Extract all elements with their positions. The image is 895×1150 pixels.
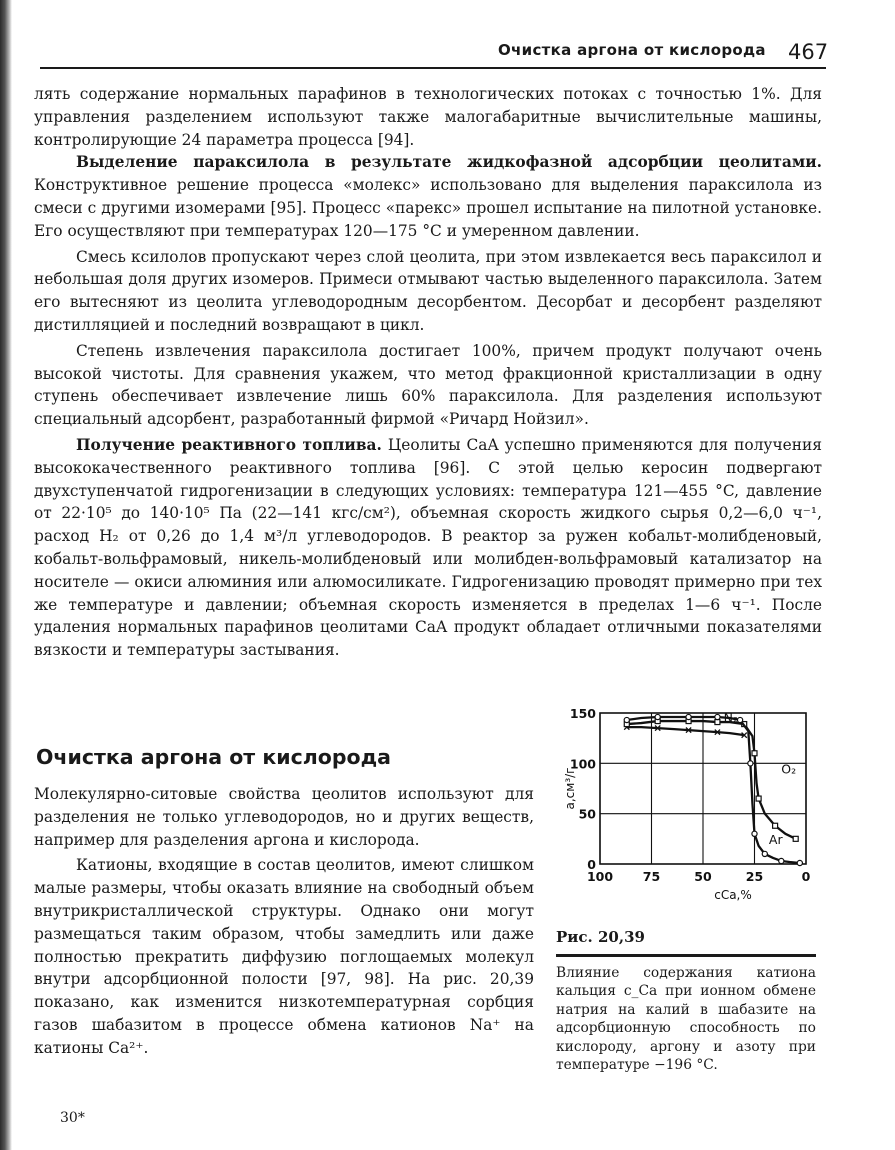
chart-y-tick-label: 0: [587, 857, 596, 872]
chart-x-tick-label: 0: [801, 869, 811, 884]
paragraph: Смесь ксилолов пропускают через слой цеолита, при этом извлекается весь параксилол и небольшая доля других изомеров. Примеси отмывают частью выделенного параксилола. Затем его вытесняют из цеолита углеводородным десорбентом. Десорбат и десорбент разделяют дистилляцией и последний возвращают в цикл.: [34, 247, 822, 334]
chart-x-axis-label: cCa,%: [714, 888, 752, 902]
paragraph: лять содержание нормальных парафинов в технологических потоках с точностью 1%. Для управления разделением используют также малогабаритные вычислительные машины, контролирующие 24 параметра процесса [94].: [34, 85, 822, 149]
paragraph-paraxylene: [34, 151, 822, 242]
chart-point: [686, 714, 691, 719]
chart-series-label: O₂: [781, 761, 797, 777]
chart-point: [779, 858, 784, 863]
page-number: 467: [788, 40, 829, 64]
paragraph: Катионы, входящие в состав цеолитов, имеют слишком малые размеры, чтобы оказать влияние на свободный объем внутрикристаллической структуры. Однако они могут размещаться таким образом, чтобы замедлить или даже полностью прекратить диффузию поглощаемых молекул внутри адсорбционной полости [97, 98]. На рис. 20,39 показано, как изменится низкотемпературная сорбция газов шабазитом в процессе обмена катионов Na⁺ на катионы Ca²⁺.: [34, 856, 534, 1057]
text-column-top: [34, 83, 822, 662]
chart-y-tick-label: 100: [569, 756, 596, 772]
chart-x-tick-label: 100: [586, 869, 614, 884]
chart-point: [752, 751, 757, 756]
chart-point: [655, 714, 660, 719]
chart-y-tick-label: 50: [578, 806, 596, 822]
chart-point: [624, 717, 629, 722]
page-binding-edge: [0, 0, 12, 1150]
chart-series-line: [627, 727, 744, 735]
chart-point: [737, 717, 742, 722]
chart-series-label: N₂: [723, 710, 738, 726]
chart-point: [715, 714, 720, 719]
chart-series-line: [627, 721, 796, 839]
chart-y-axis-label: a,см³/г: [563, 767, 577, 810]
paragraph-text: Цеолиты CaA успешно применяются для получения высококачественного реактивного топлива [96]. С этой целью керосин подвергают двухступенчатой гидрогенизации в следующих условиях: температура 121—455 °C, давление от 22·10⁵ до 140·10⁵ Па (22—141 кгс/см²), объемная скорость жидкого сырья 0,2—6,0 ч⁻¹, расход H₂ от 0,26 до 1,4 м³/л углеводородов. В реактор за ружен кобальт-молибденовый, кобальт-вольфрамовый, никель-молибденовый или молибден-вольфрамовый катализатор на носителе — окиси алюминия или алюмосиликате. Гидрогенизацию проводят примерно при тех же температуре и давлении; объемная скорость изменяется в пределах 1—6 ч⁻¹. После удаления нормальных парафинов цеолитами CaA продукт обладает отличными показателями вязкости и температуры застывания.: [34, 435, 822, 660]
chart-point: [762, 851, 767, 856]
run-in-heading: Выделение параксилола в результате жидкофазной адсорбции цеолитами.: [76, 153, 822, 172]
chart-point: [715, 720, 720, 725]
chart-point: [752, 831, 757, 836]
chart-x-tick-label: 50: [694, 869, 712, 884]
chart-point: [793, 836, 798, 841]
signature-mark: 30*: [60, 1110, 85, 1126]
figure-label: Рис. 20,39: [556, 928, 645, 946]
paragraph-text: Конструктивное решение процесса «молекс» использовано для выделения параксилола из смеси с другими изомерами [95]. Процесс «парекс» прошел испытание на пилотной установке. Его осуществляют при температурах 120—175 °C и умеренном давлении.: [34, 176, 822, 240]
header-rule: [40, 67, 826, 69]
chart-point: [748, 761, 753, 766]
chart-point: [756, 796, 761, 801]
chart-point: [797, 860, 802, 865]
sorption-chart: [548, 700, 818, 920]
chart-x-tick-label: 25: [745, 869, 764, 884]
chart-series-label: Ar: [768, 831, 783, 847]
text-column-left: [34, 783, 534, 1060]
run-in-heading: Получение реактивного топлива.: [76, 435, 382, 454]
chart-x-tick-label: 75: [642, 869, 661, 884]
chart-point: [773, 823, 778, 828]
chart-y-tick-label: 150: [569, 706, 596, 721]
paragraph: Степень извлечения параксилола достигает 100%, причем продукт получают очень высокой чистоты. Для сравнения укажем, что метод фракционной кристаллизации в одну ступень обеспечивает извлечение лишь 60% параксилола. Для разделения используют специальный адсорбент, разработанный фирмой «Ричард Нойзил».: [34, 341, 822, 429]
paragraph: Молекулярно-ситовые свойства цеолитов используют для разделения не только углеводородов, но и других веществ, например для разделения аргона и кислорода.: [34, 785, 534, 849]
section-heading: Очистка аргона от кислорода: [36, 745, 391, 769]
figure-caption: Влияние содержания катиона кальция c_Ca при ионном обмене натрия на калий в шабазите на адсорбционную способность по кислороду, аргону и азоту при температуре −196 °C.: [556, 965, 816, 1074]
paragraph-jet-fuel: [34, 434, 822, 662]
figure-rule: [556, 954, 816, 957]
running-header-title: Очистка аргона от кислорода: [498, 41, 766, 59]
